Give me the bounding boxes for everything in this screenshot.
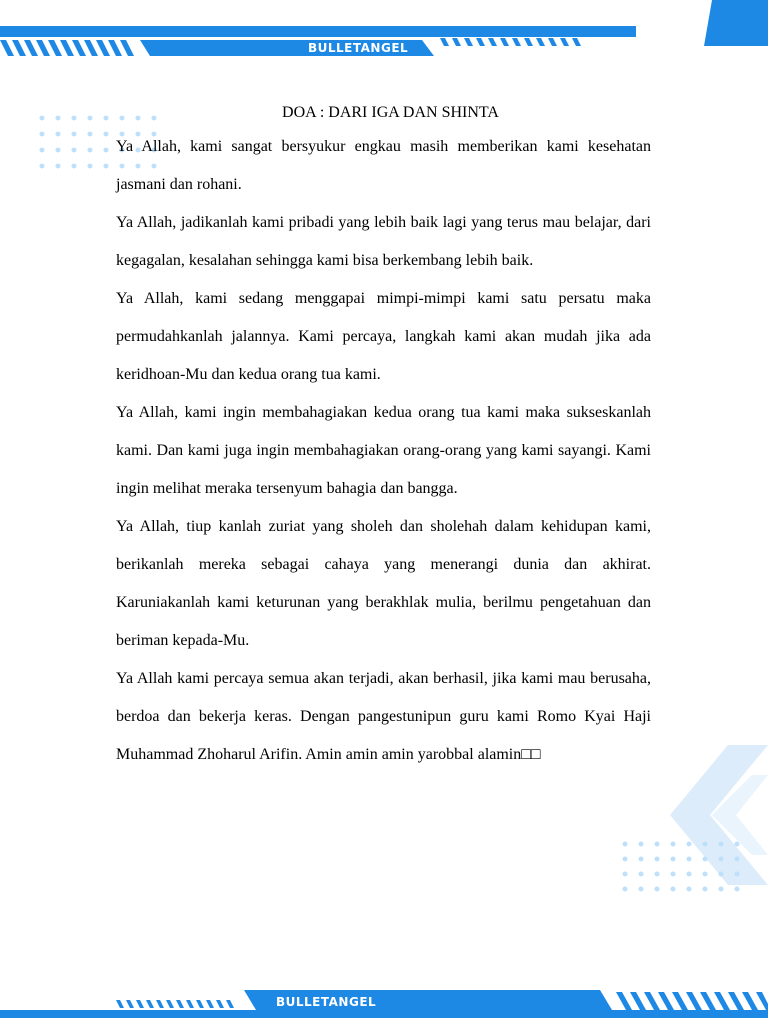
header-top-bar — [0, 26, 636, 37]
header-banner — [0, 0, 768, 64]
prayer-paragraph-3: Ya Allah, kami sedang menggapai mimpi-mimpi kami satu persatu maka permudahkanlah jalannya. Kami percaya, langkah kami akan mudah jika ada keridhoan-Mu dan kedua orang tua kami. — [116, 290, 651, 383]
prayer-paragraph-1: Ya Allah, kami sangat bersyukur engkau masih memberikan kami kesehatan jasmani dan rohani. — [116, 138, 651, 193]
document-body — [116, 98, 651, 774]
prayer-paragraph-2: Ya Allah, jadikanlah kami pribadi yang lebih baik lagi yang terus mau belajar, dari kegagalan, kesalahan sehingga kami bisa berkembang lebih baik. — [116, 214, 651, 269]
prayer-paragraph-4: Ya Allah, kami ingin membahagiakan kedua orang tua kami maka sukseskanlah kami. Dan kami juga ingin membahagiakan orang-orang yang kami sayangi. Kami ingin melihat meraka tersenyum bahagia dan bangga. — [116, 404, 651, 497]
footer-bottom-bar — [0, 1010, 768, 1018]
header-stripes-left — [0, 40, 134, 56]
footer-stripes-left — [116, 1000, 234, 1008]
prayer-paragraph-5: Ya Allah, tiup kanlah zuriat yang sholeh dan sholehah dalam kehidupan kami, berikanlah mereka sebagai cahaya yang menerangi dunia dan akhirat. Karuniakanlah kami keturunan yang berakhlak mulia, berilmu pengetahuan dan beriman kepada-Mu. — [116, 518, 651, 649]
footer-banner — [0, 984, 768, 1024]
footer-brand-logo: BULLETANGEL — [276, 995, 377, 1009]
header-brand-logo: BULLETANGEL — [308, 41, 409, 55]
document-title: DOA : DARI IGA DAN SHINTA — [282, 104, 499, 121]
header-top-right-block — [704, 0, 768, 46]
footer-stripes-right — [616, 992, 768, 1010]
dot-grid-bottom-right — [618, 838, 746, 898]
header-stripes-right — [440, 38, 581, 46]
prayer-paragraph-6: Ya Allah kami percaya semua akan terjadi, akan berhasil, jika kami mau berusaha, berdoa dan bekerja keras. Dengan pangestunipun guru kami Romo Kyai Haji Muhammad Zhoharul Arifin. Amin amin amin yarobbal alamin□□ — [116, 670, 651, 763]
